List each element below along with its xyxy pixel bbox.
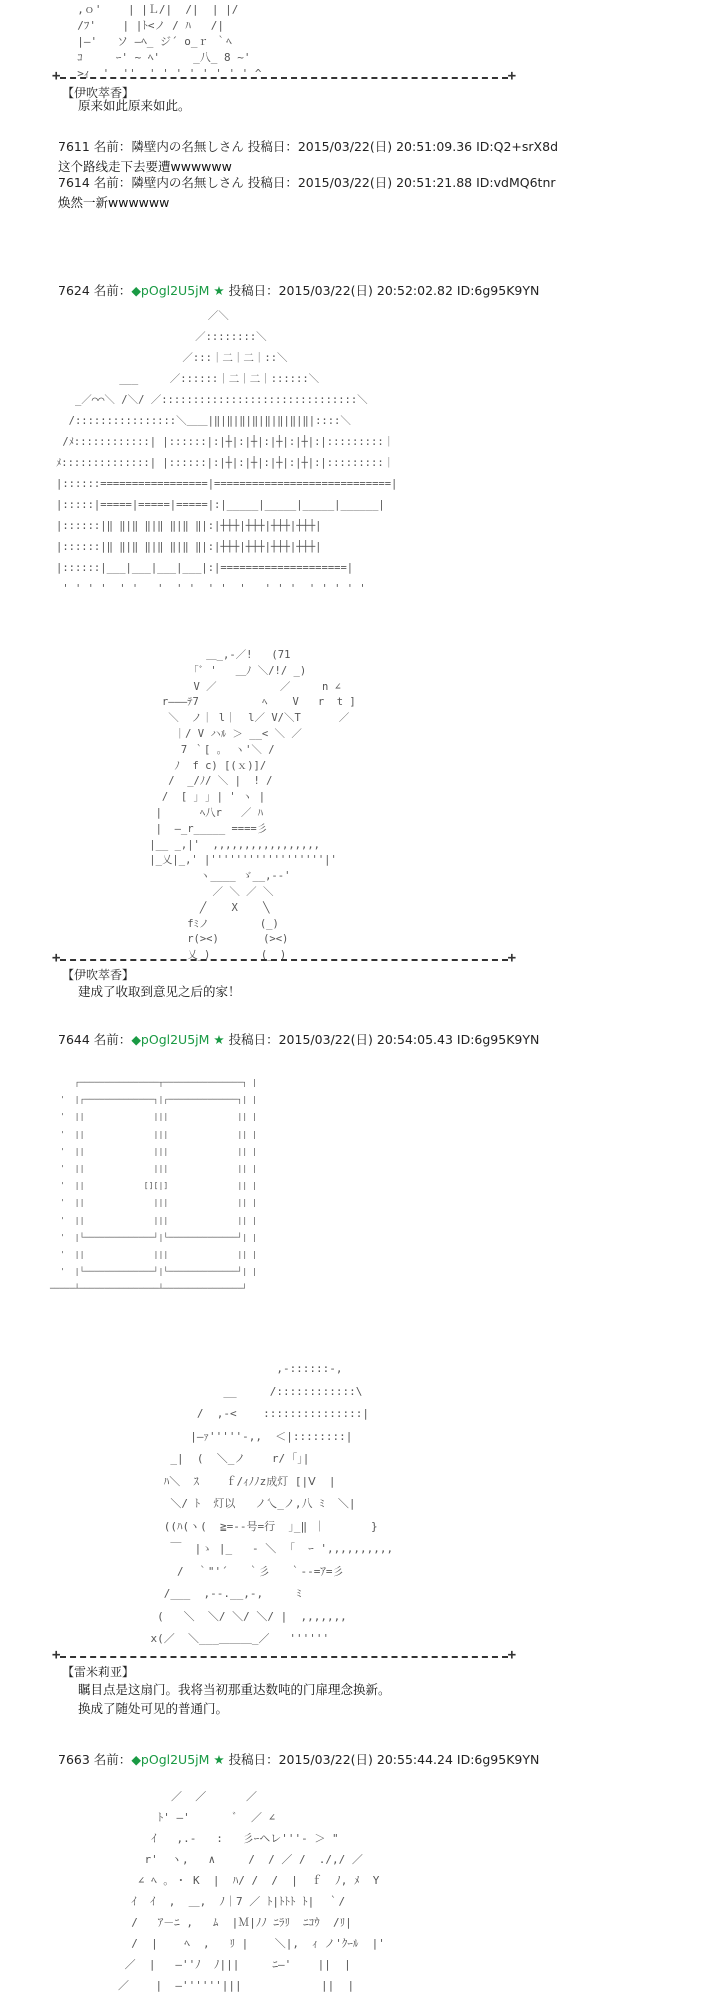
post-header (58, 1750, 539, 1768)
divider-line (60, 1656, 508, 1658)
post-body: 这个路线走下去要遭wwwwww (58, 159, 232, 174)
ascii-art-suika: ＿_,-／! (71 ｢ﾞ ' ＿ﾉ ＼/!/ _) V ／ ／ n ∠ r―――ﾃ7 ﾍ V r t ] ＼ ノ｜ l｜ l／ V/＼T ／ ｜/ V ハﾙ ＞ __< ＼ ／ 7 ｀[ ｡ ヽ'＼ / ﾉ f c) [(ｘ)]/ / _/ﾉ/ ＼ | ! / / [ ｣ ｣ | ' ヽ | | ﾍ八r ／ ﾊ | ―_r_____ ====彡 |__ _,|' ,,,,,,,,,,,,,,,,, |_乂|_,' |''''''''''''''''''|' ヽ____ ゞ__,--' ／ ＼ ／ ＼ ╱ X ╲ fﾐノ (_) r(><) (><) 乂_) (_ ) (149, 649, 356, 962)
scene-divider (52, 950, 516, 966)
speaker-name: 【雷米莉亚】 (62, 1665, 135, 1679)
poster-id: ID:vdMQ6tnr (476, 175, 556, 190)
divider-end: + (52, 950, 61, 966)
divider-end: + (52, 68, 61, 84)
dialogue-line: 原来如此原来如此。 (78, 98, 191, 113)
ascii-art-top: ,ｏ' | |Ｌ/| /| | |/ /ﾌ' | |ﾄ<ノ / ﾊ /| |―' ソ ―ﾍ_ ジ´ o_ｒ ｀ﾍ ｺ ｰ' ~ ﾍ' _八_ 8 ~' >ｨ ' '' ' ' ' ' ' ' ' ' ^ (77, 3, 262, 80)
name-label: 名前： (93, 283, 132, 298)
ascii-art-remilia: ,-::::::-, __ /::::::::::::\ / ,-< :::::::::::::::| |―ｧ'''''-,, ＜|::::::::| _| ( ＼_ノ r/ ｢｣| ﾊ＼ ｽ ｆ/ｨﾉﾉz成灯 [|Ⅴ | ＼/ ﾄ 灯以 ノ乀_ノ,八 ﾐ ＼| ((ﾊ(ヽ( ≧=--号=行 ｣_‖ ｜ } ￣ |ゝ |_ ‐ ＼ ｢ ｰ ',,,,,,,,,, / ｀"'´ ｀彡 ｀‐-=ｱ=彡 /___ ,--.__,-, ﾐ ( ＼ ＼/ ＼/ ＼/ | ,,,,,,, x(／ ＼___＿＿＿_／ '''''' (150, 1362, 394, 1645)
divider-end: + (507, 68, 516, 84)
scene-divider (52, 1647, 516, 1663)
post-number: 7624 (58, 283, 90, 298)
divider-end: + (52, 1647, 61, 1663)
post-number: 7644 (58, 1032, 90, 1047)
post-number: 7614 (58, 175, 90, 190)
speaker-name: 【伊吹萃香】 (62, 86, 135, 100)
divider-line (60, 959, 508, 961)
date-label: 投稿日： (228, 1032, 279, 1047)
poster-name: 隣壁内の名無しさん (131, 175, 244, 190)
date-label: 投稿日： (228, 283, 279, 298)
name-label: 名前： (93, 1032, 132, 1047)
author-trip: ◆pOgl2U5jM ★ (131, 1032, 225, 1047)
post-number: 7611 (58, 139, 90, 154)
dialogue-line: 换成了随处可见的普通门。 (78, 1701, 229, 1716)
poster-id: ID:6g95K9YN (456, 1032, 540, 1047)
name-label: 名前： (93, 1752, 132, 1767)
post-header (58, 1030, 539, 1048)
ascii-art-house: ／＼ ／::::::::＼ ／:::｜二｜二｜::＼ ___ ／::::::｜二｜二｜::::::＼ _／⌒⌒＼ /＼/ ／:::::::::::::::::::::::::::::::＼ /::::::::::::::::＼＿＿|‖|‖|‖|‖|‖|‖|‖|‖|::::＼ /ﾒ::::::::::::| |::::::|:|┼|:|┼|:|┼|:|┼|:|:::::::::｜ ﾒ::::::::::::::| |::::::|:|┼|:|┼|:|┼|:|┼|:|:::::::::｜ |::::::=================|============================| |:::::|=====|=====|=====|:|_____|_____|_____|______| |::::::|‖ ‖|‖ ‖|‖ ‖|‖ ‖|:|┼┼┼|┼┼┼|┼┼┼|┼┼┼| |::::::|‖ ‖|‖ ‖|‖ ‖|‖ ‖|:|┼┼┼|┼┼┼|┼┼┼|┼┼┼| |::::::|___|___|___|___|:|====================| ' ' ' ' ' ' ' ' ' ' ' ' ' ' ' ' ' ' ' ' (56, 310, 398, 595)
post-date: 2015/03/22(日) 20:51:09.36 (297, 139, 473, 154)
speaker-name: 【伊吹萃香】 (62, 968, 135, 982)
scene-divider (52, 68, 516, 84)
post-header (58, 173, 556, 211)
ascii-art-door: ┌────────────────┬────────────────┐ | ' |┌──────────────┐|┌──────────────┐| | ' || ||| || | ' || ||| || | ' || ||| || | ' || ||| || | ' || [][|] || | ' || ||| || | ' || ||| || | ' |└──────────────┘|└──────────────┘| | ' || ||| || | ' |└──────────────┘|└──────────────┘| | ─────┴────────────────┴────────────────┘ (50, 1077, 258, 1294)
divider-end: + (507, 950, 516, 966)
author-trip: ◆pOgl2U5jM ★ (131, 283, 225, 298)
name-label: 名前： (93, 139, 132, 154)
dialogue-line: 瞩目点是这扇门。我将当初那重达数吨的门扉理念换新。 (78, 1682, 391, 1697)
post-date: 2015/03/22(日) 20:55:44.24 (278, 1752, 453, 1767)
date-label: 投稿日： (228, 1752, 279, 1767)
date-label: 投稿日： (247, 175, 298, 190)
post-date: 2015/03/22(日) 20:52:02.82 (278, 283, 453, 298)
dialogue-line: 建成了收取到意见之后的家！ (78, 984, 241, 999)
post-body: 焕然一新wwwwww (58, 195, 170, 210)
post-header (58, 137, 558, 175)
post-date: 2015/03/22(日) 20:51:21.88 (297, 175, 473, 190)
name-label: 名前： (93, 175, 132, 190)
divider-end: + (507, 1647, 516, 1663)
post-header (58, 281, 539, 299)
post-date: 2015/03/22(日) 20:54:05.43 (278, 1032, 453, 1047)
divider-line (60, 77, 508, 79)
poster-name: 隣壁内の名無しさん (131, 139, 244, 154)
poster-id: ID:6g95K9YN (456, 1752, 540, 1767)
ascii-art-bottom: ／ ／ ／ ﾄ' ―' ﾞ ／ ∠ ｲ ,.- : 彡ｰヘレ'''‐ ＞ " r' ヽ, ∧ / / ／ / ./,/ ／ ∠ ﾍ ｡ ・ K | ﾊ/ / / | ｆ ﾉ, ﾒ Y ｲ ｲ , ＿, ﾉ｜7 ／ ﾄ|ﾄﾄﾄ ﾄ| ｀/ / ｱ－ﾆ , ﾑ |Ｍ|ﾉﾉ ﾆﾗﾘ ﾆｺｳ /ﾘ| / | ﾍ , ﾘ | ＼|, ｨ ノ'ｸｰﾙ |' ／ | ―''ﾉ ﾉ||| ﾆ―' || | ／ | ―''''''||| || | (118, 1790, 385, 1992)
post-number: 7663 (58, 1752, 90, 1767)
date-label: 投稿日： (247, 139, 298, 154)
poster-id: ID:Q2+srX8d (476, 139, 559, 154)
poster-id: ID:6g95K9YN (456, 283, 540, 298)
author-trip: ◆pOgl2U5jM ★ (131, 1752, 225, 1767)
